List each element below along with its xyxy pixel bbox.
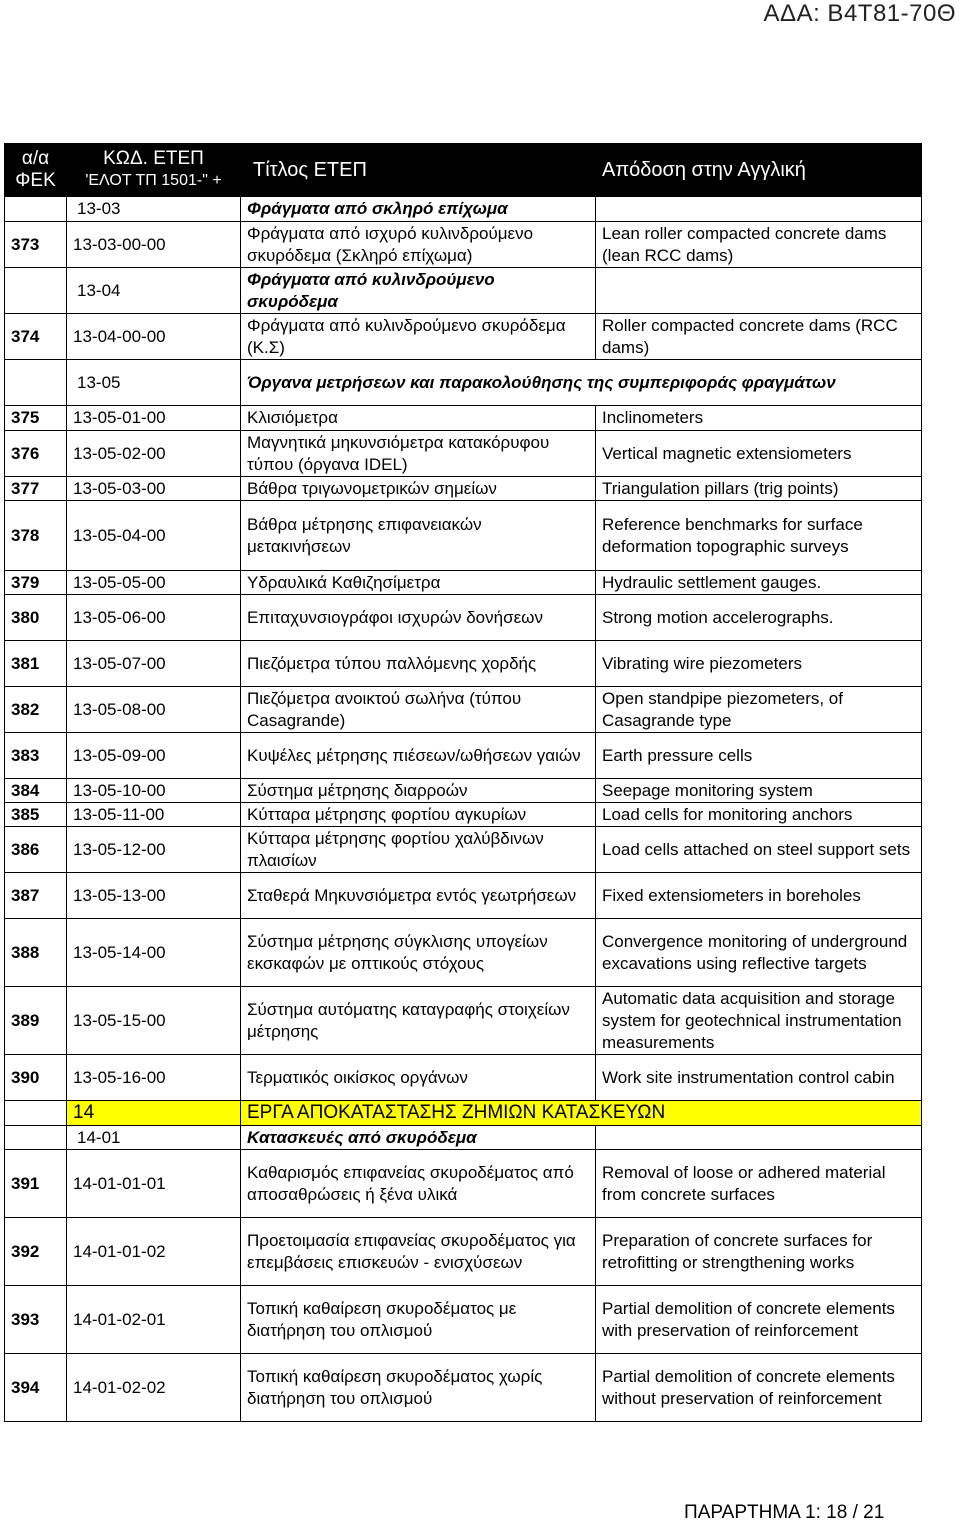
row-english-title: Inclinometers: [596, 406, 922, 431]
row-number: 392: [5, 1218, 67, 1286]
row-number: 393: [5, 1286, 67, 1354]
row-greek-title: Επιταχυνσιογράφοι ισχυρών δονήσεων: [241, 595, 596, 641]
table-row: [5, 360, 922, 406]
row-code: 13-05-06-00: [67, 595, 241, 641]
row-greek-title: Κύτταρα μέτρησης φορτίου χαλύβδινων πλαισίων: [241, 827, 596, 873]
row-number: 380: [5, 595, 67, 641]
row-greek-title: Βάθρα μέτρησης επιφανειακών μετακινήσεων: [241, 501, 596, 571]
table-row: [5, 873, 922, 919]
row-code: 14-01-02-02: [67, 1354, 241, 1422]
table-row: [5, 1150, 922, 1218]
row-code: 13-05-11-00: [67, 803, 241, 827]
row-greek-title: Φράγματα από σκληρό επίχωμα: [241, 197, 596, 222]
row-code: 13-05-03-00: [67, 477, 241, 501]
header-col-no-line1: α/α: [21, 148, 50, 169]
table-row: [5, 268, 922, 314]
row-greek-title: Πιεζόμετρα ανοικτού σωλήνα (τύπου Casagrande): [241, 687, 596, 733]
table-row: [5, 1101, 922, 1126]
row-number: [5, 1101, 67, 1126]
row-number: 389: [5, 987, 67, 1055]
row-number: 391: [5, 1150, 67, 1218]
row-number: 384: [5, 779, 67, 803]
row-number: 383: [5, 733, 67, 779]
row-code: 13-03: [67, 197, 241, 222]
row-number: 390: [5, 1055, 67, 1101]
row-english-title: Earth pressure cells: [596, 733, 922, 779]
row-english-title: Convergence monitoring of underground excavations using reflective targets: [596, 919, 922, 987]
table-row: [5, 1286, 922, 1354]
row-code: 13-05-01-00: [67, 406, 241, 431]
header-col-title: Τίτλος ΕΤΕΠ: [241, 144, 596, 197]
row-english-title: Strong motion accelerographs.: [596, 595, 922, 641]
row-english-title: Roller compacted concrete dams (RCC dams): [596, 314, 922, 360]
row-code: 13-05-07-00: [67, 641, 241, 687]
row-english-title: Removal of loose or adhered material from concrete surfaces: [596, 1150, 922, 1218]
table-row: [5, 222, 922, 268]
row-code: 14-01-01-01: [67, 1150, 241, 1218]
table-row: [5, 571, 922, 595]
row-code: 13-05-14-00: [67, 919, 241, 987]
table-row: [5, 406, 922, 431]
row-english-title: Load cells attached on steel support sets: [596, 827, 922, 873]
table-row: [5, 827, 922, 873]
row-number: 385: [5, 803, 67, 827]
row-english-title: Preparation of concrete surfaces for retrofitting or strengthening works: [596, 1218, 922, 1286]
row-greek-title: Τοπική καθαίρεση σκυροδέματος χωρίς διατήρηση του οπλισμού: [241, 1354, 596, 1422]
row-greek-title: Σύστημα μέτρησης διαρροών: [241, 779, 596, 803]
row-code: 13-05-13-00: [67, 873, 241, 919]
table-row: [5, 687, 922, 733]
header-col-code: [67, 144, 241, 197]
row-english-title: Lean roller compacted concrete dams (lean RCC dams): [596, 222, 922, 268]
row-number: 374: [5, 314, 67, 360]
row-code: 13-05-15-00: [67, 987, 241, 1055]
row-english-title: Triangulation pillars (trig points): [596, 477, 922, 501]
row-english-title: Open standpipe piezometers, of Casagrande type: [596, 687, 922, 733]
header-col-no: [5, 144, 67, 197]
table-row: [5, 1218, 922, 1286]
row-greek-title: Κυψέλες μέτρησης πιέσεων/ωθήσεων γαιών: [241, 733, 596, 779]
row-number: [5, 360, 67, 406]
row-english-title: Vertical magnetic extensiometers: [596, 431, 922, 477]
row-code: 13-04-00-00: [67, 314, 241, 360]
row-code: 13-05-09-00: [67, 733, 241, 779]
table-row: [5, 803, 922, 827]
row-number: 382: [5, 687, 67, 733]
row-code: 13-05-04-00: [67, 501, 241, 571]
row-greek-title: Φράγματα από κυλινδρούμενο σκυρόδεμα: [241, 268, 596, 314]
table-row: [5, 1354, 922, 1422]
header-col-code-line2: 'ΕΛΟΤ ΤΠ 1501-" +: [85, 172, 222, 189]
row-greek-title: Σταθερά Μηκυνσιόμετρα εντός γεωτρήσεων: [241, 873, 596, 919]
table-row: [5, 1126, 922, 1150]
row-english-title: [596, 197, 922, 222]
row-code: 13-05-05-00: [67, 571, 241, 595]
row-code: 13-03-00-00: [67, 222, 241, 268]
row-number: 387: [5, 873, 67, 919]
row-number: [5, 268, 67, 314]
table-header-row: [5, 144, 922, 197]
header-col-no-line2: ΦΕΚ: [15, 170, 56, 191]
table-body: [5, 197, 922, 1422]
table-row: [5, 431, 922, 477]
table-row: [5, 595, 922, 641]
row-english-title: Work site instrumentation control cabin: [596, 1055, 922, 1101]
row-greek-title: Μαγνητικά μηκυνσιόμετρα κατακόρυφου τύπου (όργανα IDEL): [241, 431, 596, 477]
table-row: [5, 501, 922, 571]
row-greek-title: Προετοιμασία επιφανείας σκυροδέματος για επεμβάσεις επισκευών - ενισχύσεων: [241, 1218, 596, 1286]
row-english-title: Reference benchmarks for surface deformation topographic surveys: [596, 501, 922, 571]
row-number: [5, 197, 67, 222]
header-col-english: Απόδοση στην Αγγλική: [596, 144, 922, 197]
row-code: 14-01-01-02: [67, 1218, 241, 1286]
row-greek-title: Φράγματα από ισχυρό κυλινδρούμενο σκυρόδεμα (Σκληρό επίχωμα): [241, 222, 596, 268]
row-english-title: Seepage monitoring system: [596, 779, 922, 803]
row-greek-title: Σύστημα αυτόματης καταγραφής στοιχείων μέτρησης: [241, 987, 596, 1055]
row-number: 388: [5, 919, 67, 987]
table-row: [5, 197, 922, 222]
row-english-title: Automatic data acquisition and storage system for geotechnical instrumentation measurements: [596, 987, 922, 1055]
row-code: 13-05-08-00: [67, 687, 241, 733]
row-greek-title: Τοπική καθαίρεση σκυροδέματος με διατήρηση του οπλισμού: [241, 1286, 596, 1354]
row-greek-title: Καθαρισμός επιφανείας σκυροδέματος από αποσαθρώσεις ή ξένα υλικά: [241, 1150, 596, 1218]
row-greek-title: Σύστημα μέτρησης σύγκλισης υπογείων εκσκαφών με οπτικούς στόχους: [241, 919, 596, 987]
row-code: 13-05: [67, 360, 241, 406]
row-english-title: Hydraulic settlement gauges.: [596, 571, 922, 595]
row-number: [5, 1126, 67, 1150]
page-footer: ΠΑΡΑΡΤΗΜΑ 1: 18 / 21: [684, 1502, 885, 1523]
row-code: 13-05-10-00: [67, 779, 241, 803]
table-row: [5, 733, 922, 779]
row-number: 381: [5, 641, 67, 687]
table-row: [5, 987, 922, 1055]
row-greek-title: Τερματικός οικίσκος οργάνων: [241, 1055, 596, 1101]
row-code: 13-05-16-00: [67, 1055, 241, 1101]
row-english-title: [596, 1126, 922, 1150]
row-number: 379: [5, 571, 67, 595]
row-number: 373: [5, 222, 67, 268]
row-greek-title: Φράγματα από κυλινδρούμενο σκυρόδεμα (Κ.Σ): [241, 314, 596, 360]
table-row: [5, 779, 922, 803]
row-english-title: Fixed extensiometers in boreholes: [596, 873, 922, 919]
row-number: 378: [5, 501, 67, 571]
row-code: 14-01-02-01: [67, 1286, 241, 1354]
row-code: 14-01: [67, 1126, 241, 1150]
row-number: 376: [5, 431, 67, 477]
row-english-title: Vibrating wire piezometers: [596, 641, 922, 687]
etep-table: [4, 143, 922, 1422]
table-row: [5, 314, 922, 360]
row-number: 386: [5, 827, 67, 873]
ada-code: ΑΔΑ: Β4Τ81-70Θ: [763, 0, 956, 27]
row-greek-title: Βάθρα τριγωνομετρικών σημείων: [241, 477, 596, 501]
row-greek-title: ΕΡΓΑ ΑΠΟΚΑΤΑΣΤΑΣΗΣ ΖΗΜΙΩΝ ΚΑΤΑΣΚΕΥΩΝ: [241, 1101, 922, 1126]
table-row: [5, 641, 922, 687]
row-number: 377: [5, 477, 67, 501]
row-code: 13-05-02-00: [67, 431, 241, 477]
header-col-code-line1: ΚΩΔ. ΕΤΕΠ: [103, 148, 204, 169]
row-code: 14: [67, 1101, 241, 1126]
row-english-title: Partial demolition of concrete elements without preservation of reinforcement: [596, 1354, 922, 1422]
row-greek-title: Υδραυλικά Καθιζησίμετρα: [241, 571, 596, 595]
row-greek-title: Κύτταρα μέτρησης φορτίου αγκυρίων: [241, 803, 596, 827]
row-greek-title: Κλισιόμετρα: [241, 406, 596, 431]
row-number: 394: [5, 1354, 67, 1422]
row-english-title: [596, 268, 922, 314]
row-number: 375: [5, 406, 67, 431]
table-row: [5, 477, 922, 501]
row-greek-title: Όργανα μετρήσεων και παρακολούθησης της συμπεριφοράς φραγμάτων: [241, 360, 922, 406]
row-english-title: Partial demolition of concrete elements with preservation of reinforcement: [596, 1286, 922, 1354]
row-greek-title: Κατασκευές από σκυρόδεμα: [241, 1126, 596, 1150]
row-code: 13-04: [67, 268, 241, 314]
row-english-title: Load cells for monitoring anchors: [596, 803, 922, 827]
row-greek-title: Πιεζόμετρα τύπου παλλόμενης χορδής: [241, 641, 596, 687]
row-code: 13-05-12-00: [67, 827, 241, 873]
table-row: [5, 919, 922, 987]
table-row: [5, 1055, 922, 1101]
